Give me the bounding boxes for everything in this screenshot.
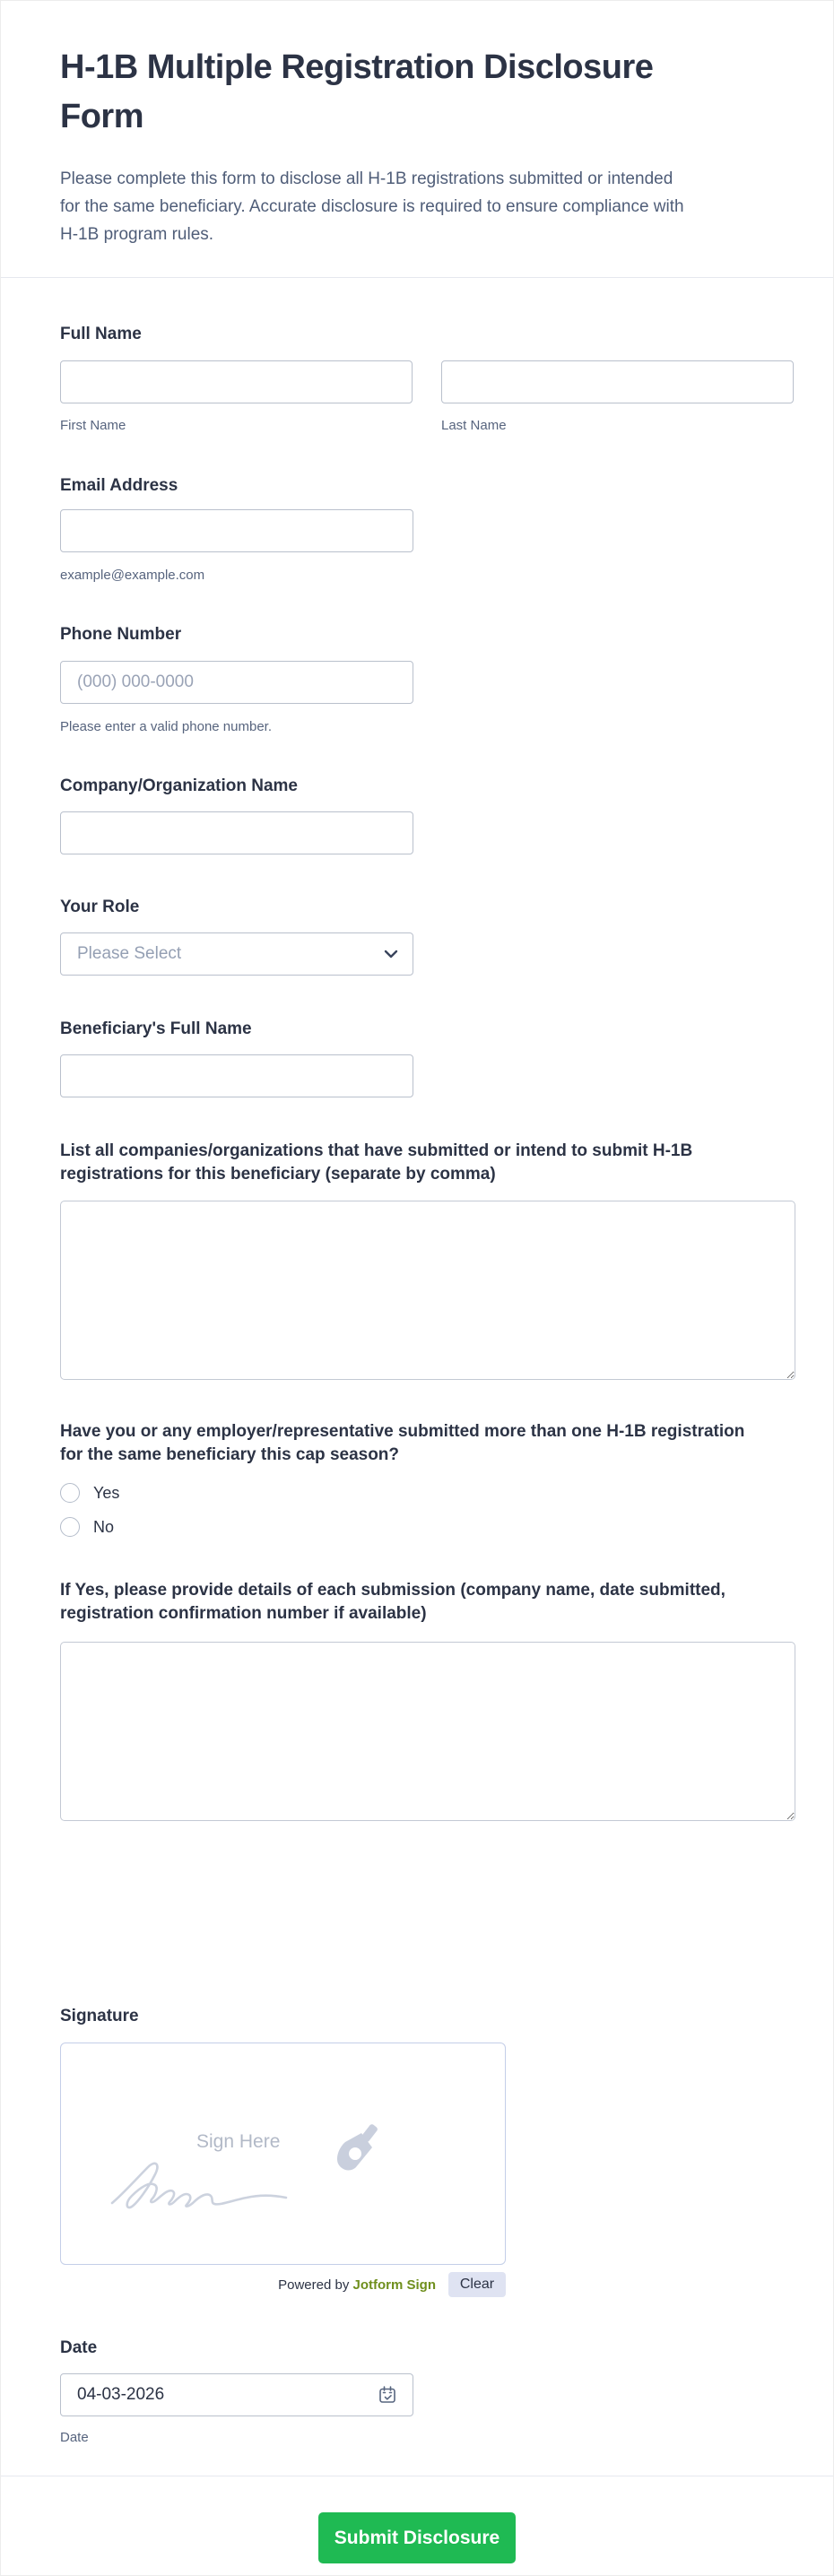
field-email bbox=[60, 475, 794, 584]
page-title bbox=[60, 43, 794, 142]
multiple-submission-label-line: Have you or any employer/representative submitted more than one H-1B registration bbox=[60, 1422, 745, 1441]
full-name-sublabels-row bbox=[60, 417, 794, 434]
submission-details-textarea[interactable] bbox=[60, 1642, 795, 1821]
form-description-line: H-1B program rules. bbox=[60, 225, 214, 244]
field-company bbox=[60, 776, 794, 854]
page-title-line: Form bbox=[60, 98, 143, 135]
phone-sublabel: Please enter a valid phone number. bbox=[60, 719, 272, 734]
radio-label-no: No bbox=[93, 1517, 115, 1536]
field-submission-details bbox=[60, 1579, 794, 1821]
form-description-line: Please complete this form to disclose all H-1B registrations submitted or intended bbox=[60, 169, 673, 188]
full-name-label: Full Name bbox=[60, 325, 142, 343]
sign-here-text: Sign Here bbox=[196, 2131, 281, 2152]
field-phone bbox=[60, 624, 794, 735]
submission-details-label-line: If Yes, please provide details of each submission (company name, date submitted, bbox=[60, 1581, 725, 1600]
powered-by-prefix: Powered by bbox=[278, 2277, 350, 2293]
signature-pad[interactable] bbox=[60, 2043, 506, 2265]
radio-label-yes: Yes bbox=[93, 1483, 120, 1502]
registrations-list-label-line: List all companies/organizations that have submitted or intend to submit H-1B bbox=[60, 1141, 693, 1160]
phone-label: Phone Number bbox=[60, 625, 182, 644]
email-label: Email Address bbox=[60, 476, 178, 495]
first-name-input[interactable] bbox=[60, 360, 413, 403]
signature-squiggle-graphic bbox=[110, 2151, 326, 2214]
registrations-list-label bbox=[60, 1140, 794, 1186]
submit-button[interactable]: Submit Disclosure bbox=[318, 2512, 516, 2563]
role-select[interactable] bbox=[60, 932, 413, 976]
company-label: Company/Organization Name bbox=[60, 776, 298, 795]
date-input-wrap bbox=[60, 2373, 413, 2416]
role-select-placeholder: Please Select bbox=[77, 944, 182, 963]
field-beneficiary bbox=[60, 1019, 794, 1097]
field-role bbox=[60, 897, 794, 976]
multiple-submission-label-line: for the same beneficiary this cap season? bbox=[60, 1445, 400, 1464]
registrations-list-label-line: registrations for this beneficiary (separate by comma) bbox=[60, 1165, 496, 1184]
registrations-list-textarea[interactable] bbox=[60, 1201, 795, 1380]
empty-spacer bbox=[60, 1821, 794, 2006]
multiple-submission-options bbox=[60, 1481, 794, 1539]
field-date bbox=[60, 2337, 794, 2446]
field-registrations-list bbox=[60, 1140, 794, 1380]
email-sublabel: example@example.com bbox=[60, 568, 205, 583]
pen-nib-icon bbox=[326, 2124, 383, 2178]
form-header bbox=[60, 1, 794, 248]
company-input[interactable] bbox=[60, 811, 413, 854]
date-sublabel: Date bbox=[60, 2430, 89, 2445]
beneficiary-input[interactable] bbox=[60, 1054, 413, 1097]
field-multiple-submission bbox=[60, 1420, 794, 1539]
submit-bar bbox=[1, 2512, 833, 2563]
signature-footer bbox=[60, 2272, 506, 2297]
beneficiary-label: Beneficiary's Full Name bbox=[60, 1019, 252, 1038]
field-full-name bbox=[60, 324, 794, 434]
clear-button[interactable]: Clear bbox=[448, 2272, 506, 2297]
jotform-sign-brand: Jotform Sign bbox=[352, 2277, 436, 2293]
email-input[interactable] bbox=[60, 509, 413, 552]
form-description-line: for the same beneficiary. Accurate disclosure is required to ensure compliance with bbox=[60, 197, 684, 216]
chevron-down-icon bbox=[384, 950, 398, 958]
submission-details-label-line: registration confirmation number if available) bbox=[60, 1604, 427, 1623]
form-description bbox=[60, 165, 794, 248]
signature-label: Signature bbox=[60, 2007, 139, 2025]
page-title-line: H-1B Multiple Registration Disclosure bbox=[60, 48, 654, 86]
last-name-sublabel: Last Name bbox=[441, 418, 507, 433]
phone-input[interactable] bbox=[60, 661, 413, 704]
radio-button-yes[interactable] bbox=[60, 1483, 80, 1503]
calendar-check-icon[interactable] bbox=[378, 2385, 397, 2405]
radio-option-yes[interactable] bbox=[60, 1481, 794, 1505]
field-signature bbox=[60, 2006, 794, 2297]
date-label: Date bbox=[60, 2338, 98, 2357]
submission-details-label bbox=[60, 1579, 794, 1626]
date-input[interactable] bbox=[60, 2373, 413, 2416]
header-divider bbox=[1, 277, 833, 278]
radio-option-no[interactable] bbox=[60, 1515, 794, 1539]
radio-button-no[interactable] bbox=[60, 1517, 80, 1537]
role-label: Your Role bbox=[60, 898, 140, 916]
multiple-submission-label bbox=[60, 1420, 794, 1467]
powered-by-text bbox=[278, 2277, 436, 2293]
first-name-sublabel: First Name bbox=[60, 418, 126, 433]
last-name-input[interactable] bbox=[441, 360, 794, 403]
full-name-inputs-row bbox=[60, 360, 794, 403]
